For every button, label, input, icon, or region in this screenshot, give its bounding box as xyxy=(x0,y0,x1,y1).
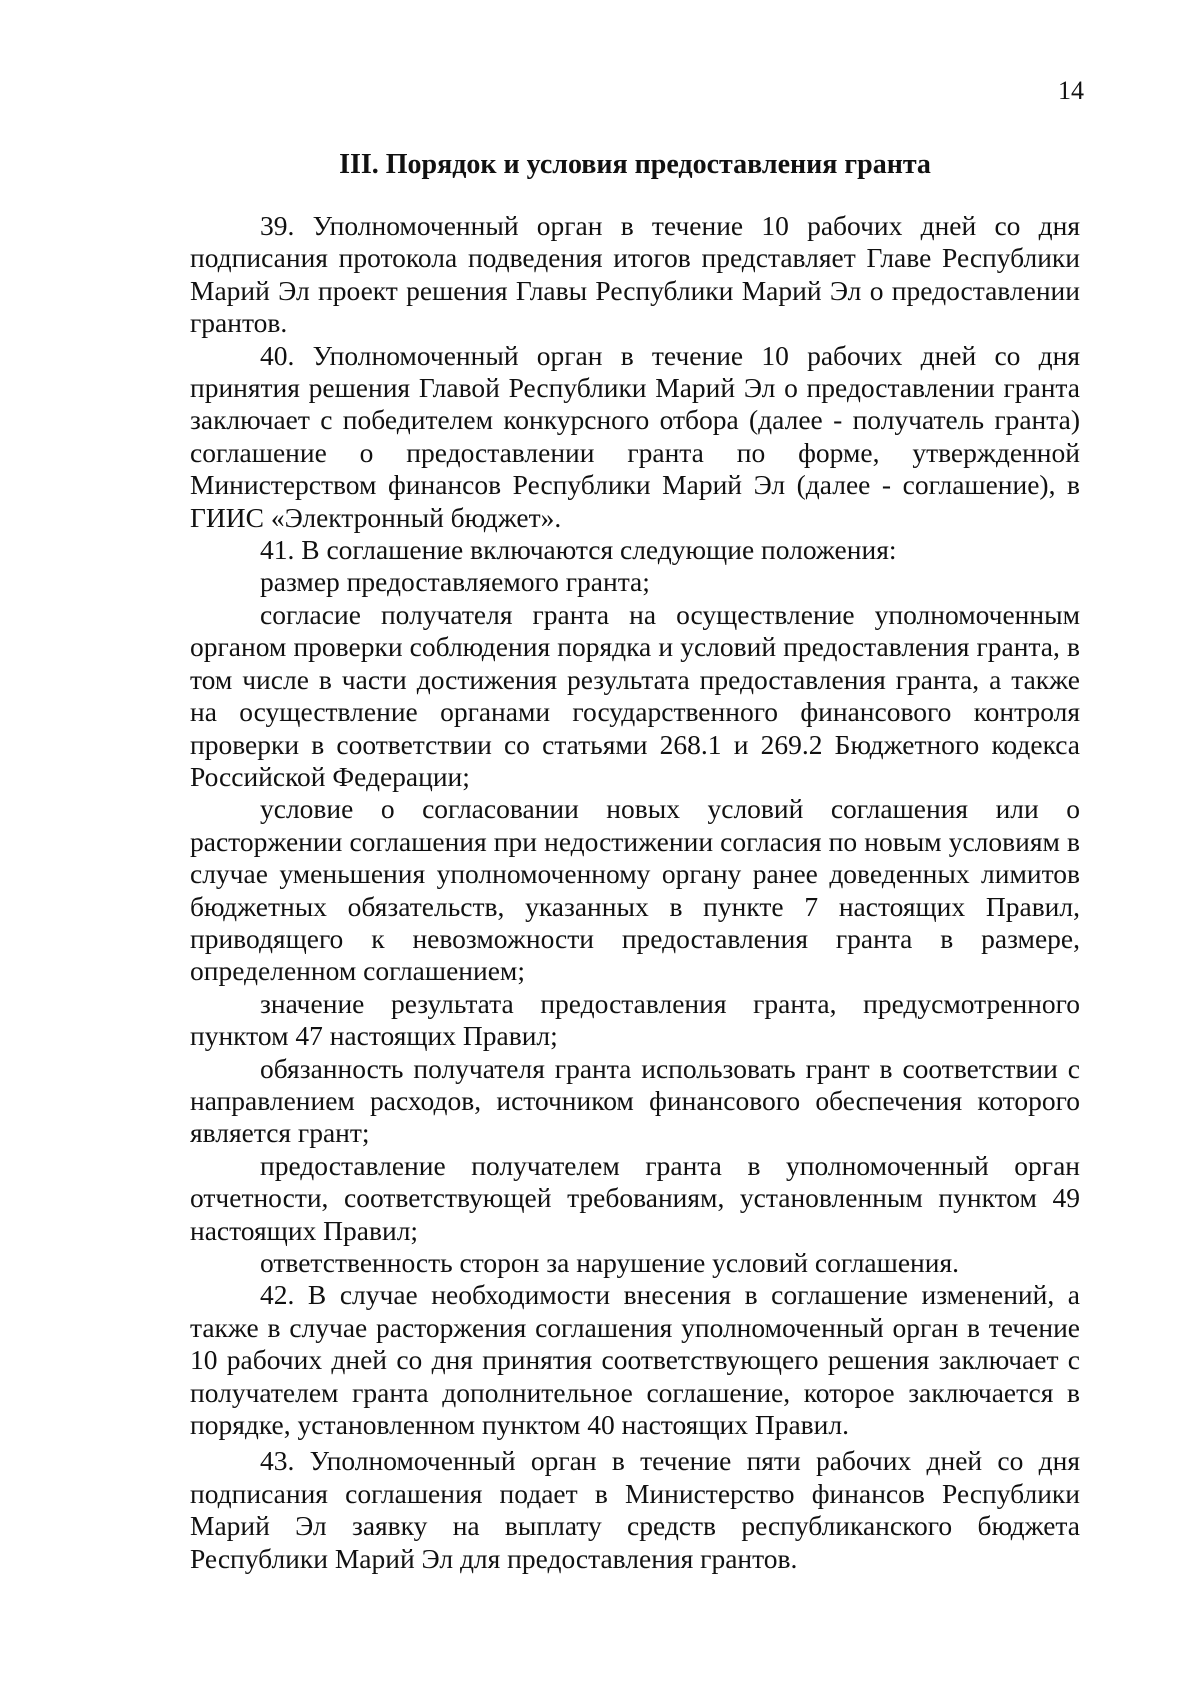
list-item-responsibility: ответственность сторон за нарушение условий соглашения. xyxy=(260,1247,959,1278)
list-item-consent-inspection: согласие получателя гранта на осуществление уполномоченным органом проверки соблюдения порядка и условий предоставления гранта, в том числе в части достижения результата предоставления гранта, а также на осуществление органами государственного финансового контроля проверки в соответствии со статьями 268.1 и 269.2 Бюджетного кодекса Российской Федерации; xyxy=(190,598,1080,792)
paragraph-41: 41. В соглашение включаются следующие положения: xyxy=(260,534,897,566)
document-body xyxy=(190,210,1080,1575)
list-item-grant-size: размер предоставляемого гранта; xyxy=(260,566,650,598)
page-number: 14 xyxy=(1058,76,1084,105)
paragraph-42: 42. В случае необходимости внесения в соглашение изменений, а также в случае расторжения соглашения уполномоченный орган в течение 10 рабочих дней со дня принятия соответствующего решения заключает с получателем гранта дополнительное соглашение, которое заключается в порядке, установленном пунктом 40 настоящих Правил. xyxy=(190,1279,1080,1441)
list-item-grant-use-obligation: обязанность получателя гранта использовать грант в соответствии с направлением расходов, источником финансового обеспечения которого является грант; xyxy=(190,1052,1080,1149)
list-item-reporting: предоставление получателем гранта в уполномоченный орган отчетности, соответствующей требованиям, установленным пунктом 49 настоящих Правил; xyxy=(190,1149,1080,1246)
paragraph-43: 43. Уполномоченный орган в течение пяти рабочих дней со дня подписания соглашения подает в Министерство финансов Республики Марий Эл заявку на выплату средств республиканского бюджета Республики Марий Эл для предоставления грантов. xyxy=(190,1445,1080,1574)
list-item-result-value: значение результата предоставления гранта, предусмотренного пунктом 47 настоящих Правил; xyxy=(190,987,1080,1052)
section-title: III. Порядок и условия предоставления гранта xyxy=(339,149,931,180)
paragraph-39: 39. Уполномоченный орган в течение 10 рабочих дней со дня подписания протокола подведения итогов представляет Главе Республики Марий Эл проект решения Главы Республики Марий Эл о предоставлении грантов. xyxy=(190,210,1080,339)
paragraph-40: 40. Уполномоченный орган в течение 10 рабочих дней со дня принятия решения Главой Республики Марий Эл о предоставлении гранта заключает с победителем конкурсного отбора (далее - получатель гранта) соглашение о предоставлении гранта по форме, утвержденной Министерством финансов Республики Марий Эл (далее - соглашение), в ГИИС «Электронный бюджет». xyxy=(190,339,1080,533)
list-item-new-conditions: условие о согласовании новых условий соглашения или о расторжении соглашения при недостижении согласия по новым условиям в случае уменьшения уполномоченному органу ранее доведенных лимитов бюджетных обязательств, указанных в пункте 7 настоящих Правил, приводящего к невозможности предоставления гранта в размере, определенном соглашением; xyxy=(190,793,1080,987)
